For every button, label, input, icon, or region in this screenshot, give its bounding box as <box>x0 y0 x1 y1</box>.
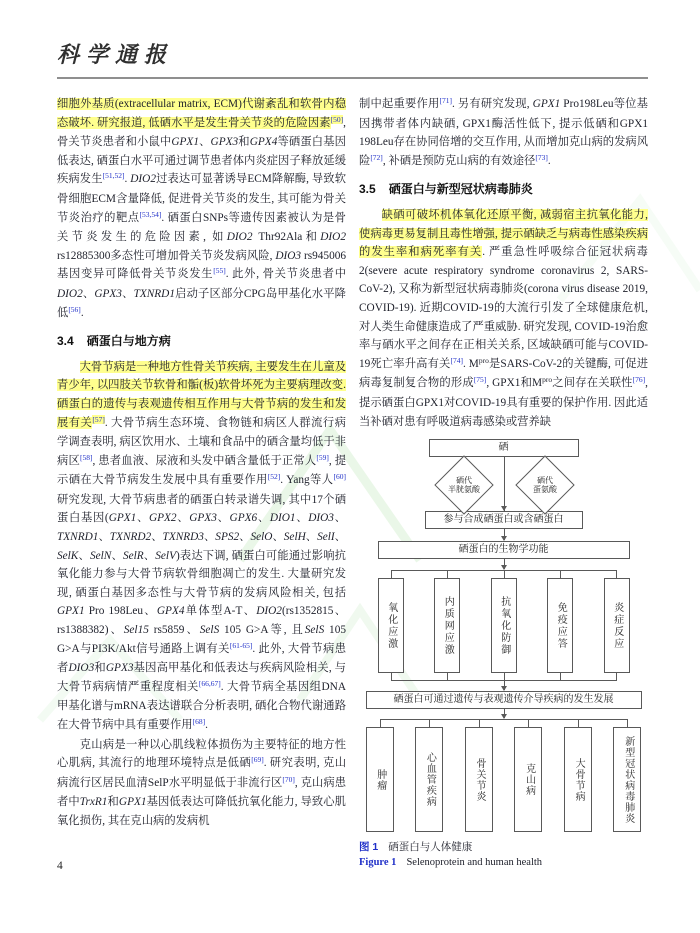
section-heading-3-4 <box>57 332 346 351</box>
right-column <box>359 95 648 870</box>
page-number: 4 <box>57 860 63 872</box>
diagram-diamond-zone <box>359 457 648 511</box>
node-selenium: 硒 <box>429 439 579 457</box>
paragraph-covid: 缺硒可破坏机体氧化还原平衡, 减弱宿主抗氧化能力, 使病毒更易复制且毒性增强, 提示硒缺乏与病毒性感染疾病的发生率和病死率有关. 严重急性呼吸综合征冠状病毒2(severe acute respiratory syndrome coronavirus 2, SARS-CoV-2), 又称为新型冠状病毒肺炎(corona virus disease 2019, COVID-19). 近期COVID-19的大流行引发了全球健康危机, 对人类生命健康造成了严重威胁. 研究发现, COVID-19治愈率与硒水平之间存在正相关关系, 区域缺硒可能与COVID-19死亡率升高有关[74]. $M^{pro}$是SARS-CoV-2的关键酶, 可促进病毒复制复合物的形成[75], GPX1和$M^{pro}$之间存在关联性[76], 提示硒蛋白GPX1对COVID-19具有重要的保护作用. 因此适当补硒对患有呼吸道病毒感染或营养缺 <box>359 208 648 428</box>
header-rule <box>57 77 648 79</box>
down-arrow <box>359 529 648 541</box>
node-genetic-mediation: 硒蛋白可通过遗传与表观遗传介导疾病的发生发展 <box>366 691 642 709</box>
paragraph-keshan: 克山病是一种以心肌线粒体损伤为主要特征的地方性心肌病, 其流行的地理环境特点是低硒[69]. 研究表明, 克山病流行区居民血清SelP水平明显低于非流行区[70], 克山病患者中TrxR1和GPX1基因低表达可降低抗氧化能力, 导致心肌氧化损伤, 其在克山病的发病机 <box>57 738 346 827</box>
node-selenocysteine: 硒代 半胱氨酸 <box>434 455 493 514</box>
paragraph-kashin-beck: 大骨节病是一种地方性骨关节疾病, 主要发生在儿童及青少年, 以四肢关节软骨和骺(板)软骨坏死为主要病理改变. 硒蛋白的遗传与表观遗传相互作用与大骨节病的发生和发展有关[57]. 大骨节病生态环境、食物链和病区人群流行病学调查表明, 病区饮用水、土壤和食品中的硒含量均低于非病区[58], 患者血液、尿液和头发中硒含量低于正常人[59], 提示硒在大骨节病发生发展中具有重要作用[52]. Yang等人[60]研究发现, 大骨节病患者的硒蛋白转录谱失调, 其中17个硒蛋白基因(GPX1、GPX2、GPX3、GPX6、DIO1、DIO3、TXNRD1、TXNRD2、TXNRD3、SPS2、SelO、SelH、SelI、SelK、SelN、SelR、SelV)表达下调, 硒蛋白可能通过影响抗氧化能力参与大骨节病软骨细胞凋亡的发生. 大量研究发现, 硒蛋白基因多态性与大骨节病的发病风险相关, 包括GPX1 Pro 198Leu、GPX4单体型A-T、DIO2(rs1352815、rs1388382)、Sel15 rs5859、SelS 105 G>A等, 且SelS 105 G>A与PI3K/Akt信号通路上调有关[61-65]. 此外, 大骨节病患者DIO3和GPX3基因高甲基化和低表达与疾病风险相关, 与大骨节病病情严重程度相关[66,67]. 大骨节病全基因组DNA甲基化谱与mRNA表达谱联合分析表明, 硒化合物代谢通路在大骨节病中具有重要作用[68]. <box>57 360 347 731</box>
figure-1-diagram <box>359 439 648 870</box>
down-arrow <box>359 681 648 691</box>
section-number: 3.5 <box>359 182 376 197</box>
connector-line <box>504 457 505 511</box>
node-keshan-disease: 克山病 <box>514 727 542 832</box>
section-title: 硒蛋白与新型冠状病毒肺炎 <box>388 182 533 197</box>
disease-branch <box>366 719 642 832</box>
figure-caption <box>359 840 648 870</box>
journal-logo: 科学通报 <box>57 42 174 68</box>
down-arrow <box>359 709 648 719</box>
node-antioxidant-defense: 抗氧化防御 <box>491 578 517 673</box>
paragraph-osteoarthritis: 细胞外基质(extracellular matrix, ECM)代谢紊乱和软骨内稳态破坏. 研究报道, 低硒水平是发生骨关节炎的危险因素[50], 骨关节炎患者和小鼠中GPX1、GPX3和GPX4等硒蛋白基因低表达, 硒蛋白水平可通过调节患者体内炎症因子释放延缓疾病发生[51,52]. DIO2过表达可显著诱导ECM降解酶, 导致软骨细胞ECM含量降低, 促进骨关节炎的发生, 其可能为骨关节炎治疗的靶点[53,54]. 硒蛋白SNPs等遗传因素被认为是骨关节炎发生的危险因素, 如DIO2 Thr92Ala和DIO2 rs12885300多态性可增加骨关节炎发病风险, DIO3 rs945006基因变异可降低骨关节炎发生[55]. 此外, 骨关节炎患者中DIO2、GPX3、TXNRD1启动子区部分CPG岛甲基化水平降低[56]. <box>57 98 347 319</box>
section-number: 3.4 <box>57 334 74 349</box>
node-selenomethionine: 硒代 蛋氨酸 <box>515 455 574 514</box>
node-kashin-beck-disease: 大骨节病 <box>564 727 592 832</box>
arrow-head-icon <box>501 506 507 511</box>
node-biological-functions: 硒蛋白的生物学功能 <box>378 541 630 559</box>
left-column <box>57 95 346 831</box>
node-immune-response: 免疫应答 <box>547 578 573 673</box>
node-cardiovascular-disease: 心血管疾病 <box>415 727 443 832</box>
function-branch <box>378 570 630 681</box>
node-tumor: 肿瘤 <box>366 727 394 832</box>
down-arrow <box>359 559 648 570</box>
node-oxidative-stress: 氧化应激 <box>378 578 404 673</box>
figure-caption-cn: 硒蛋白与人体健康 <box>388 841 473 854</box>
figure-label-en: Figure 1 <box>359 857 397 869</box>
node-covid19: 新型冠状病毒肺炎 <box>613 727 641 832</box>
section-title: 硒蛋白与地方病 <box>86 334 171 349</box>
figure-caption-en: Selenoprotein and human health <box>406 857 543 869</box>
section-heading-3-5 <box>359 180 648 199</box>
paragraph-keshan-continued: 制中起重要作用[71]. 另有研究发现, GPX1 Pro198Leu等位基因携带者体内缺硒, GPX1酶活性低下, 提示低硒和GPX1 198Leu存在协同倍增的交互作用, 从而增加克山病的发病风险[72], 补硒是预防克山病的有效途径[73]. <box>359 96 648 167</box>
node-osteoarthritis: 骨关节炎 <box>465 727 493 832</box>
node-er-stress: 内质网应激 <box>434 578 460 673</box>
figure-label-cn: 图 1 <box>359 841 379 854</box>
node-synthesis: 参与合成硒蛋白或含硒蛋白 <box>425 511 583 529</box>
node-inflammatory-response: 炎症反应 <box>604 578 630 673</box>
